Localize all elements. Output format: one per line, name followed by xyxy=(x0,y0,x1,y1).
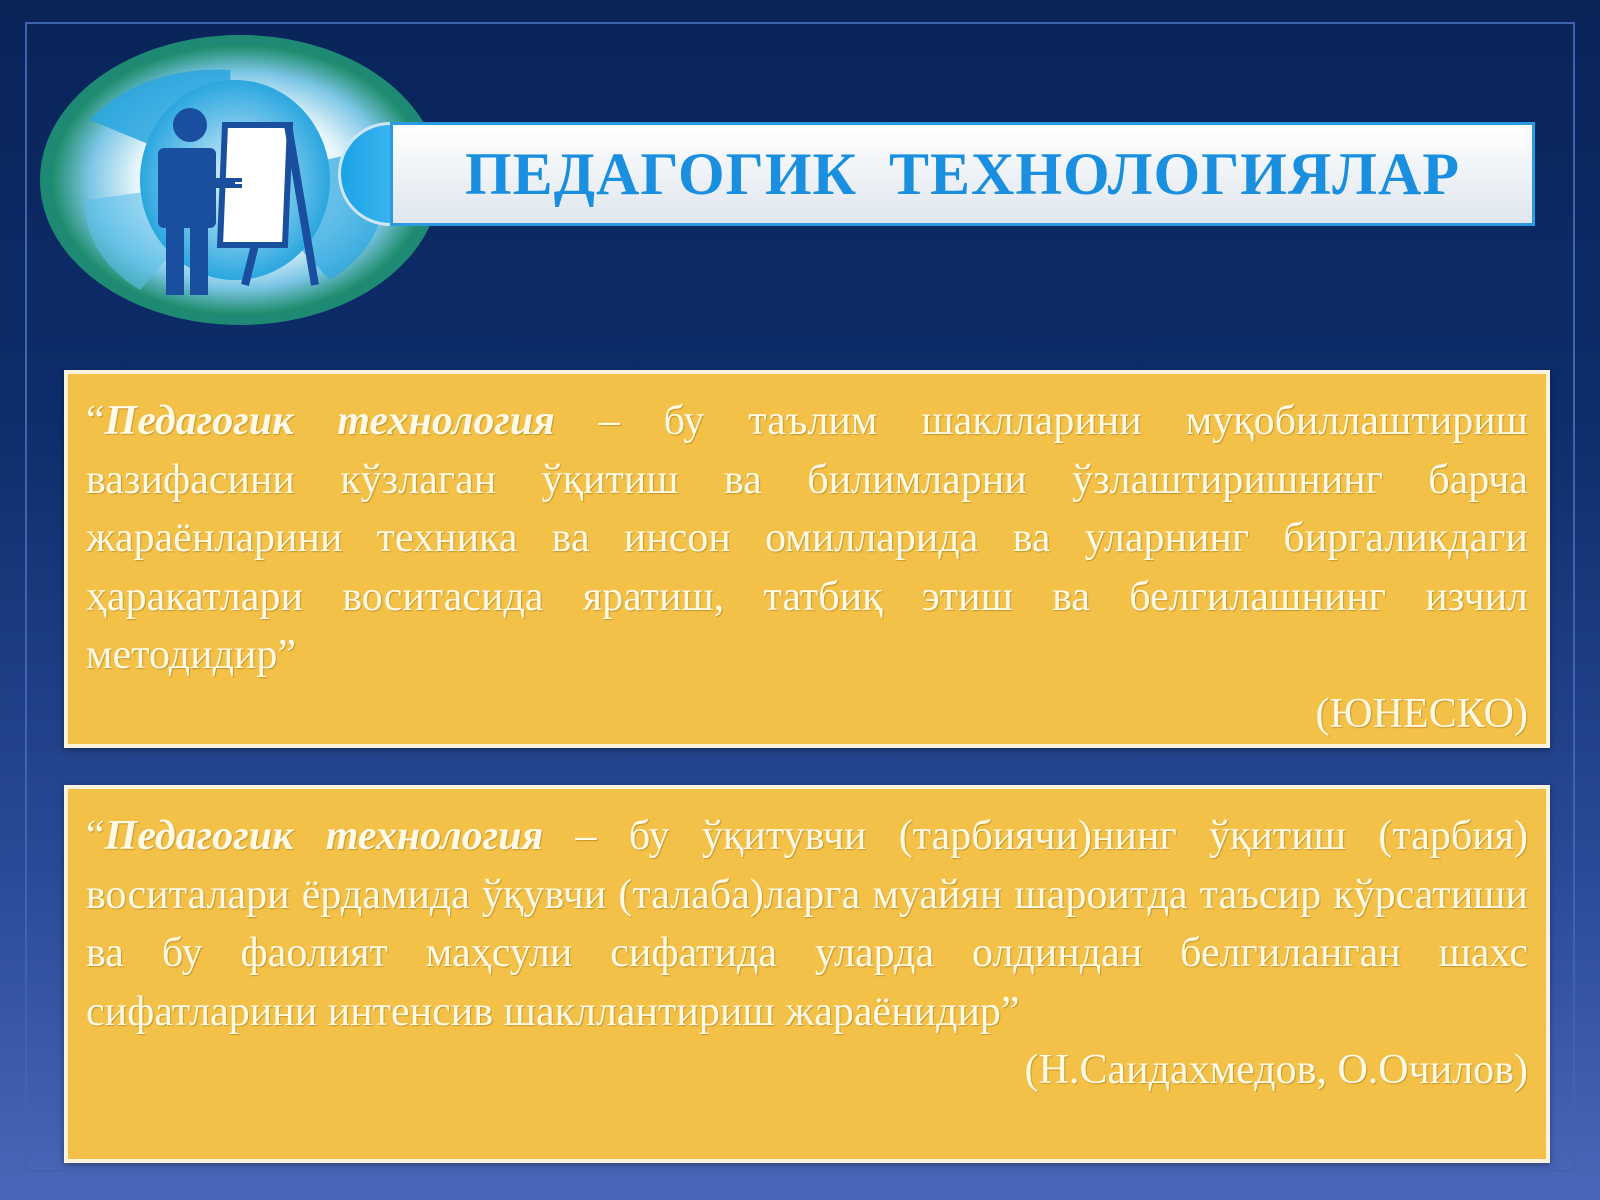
definition-source: (ЮНЕСКО) xyxy=(1315,690,1528,737)
definition-source: (Н.Саидахмедов, О.Очилов) xyxy=(1024,1047,1528,1093)
page-title: ПЕДАГОГИК ТЕХНОЛОГИЯЛАР xyxy=(465,140,1460,207)
title-banner xyxy=(390,122,1535,226)
open-quote: “ xyxy=(86,398,105,444)
definition-text: – бу таълим шаклларини муқобиллаштириш вазифасини кўзлаган ўқитиш ва билимларни ўзлаштиришнинг барча жараёнларини техника ва инсон омилларида ва уларнинг биргаликдаги ҳаракатлари воситасида яратиш, татбиқ этиш ва белгилашнинг изчил методидир” xyxy=(86,398,1529,678)
definition-card-saidakhmedov xyxy=(64,785,1550,1163)
definition-text: – бу ўқитувчи (тарбиячи)нинг ўқитиш (тарбия) воситалари ёрдамида ўқувчи (талаба)ларга муайян шароитда таъсир кўрсатиши ва бу фаолият маҳсули сифатида уларда олдиндан белгиланган шахс сифатларини интенсив шакллантириш жараёнидир” xyxy=(86,813,1528,1035)
definition-quote xyxy=(86,807,1528,1041)
definition-term: Педагогик технология xyxy=(104,813,544,859)
definition-card-unesco xyxy=(64,370,1550,748)
definition-term: Педагогик технология xyxy=(104,398,555,444)
definition-quote xyxy=(86,392,1528,685)
open-quote: “ xyxy=(86,813,105,859)
